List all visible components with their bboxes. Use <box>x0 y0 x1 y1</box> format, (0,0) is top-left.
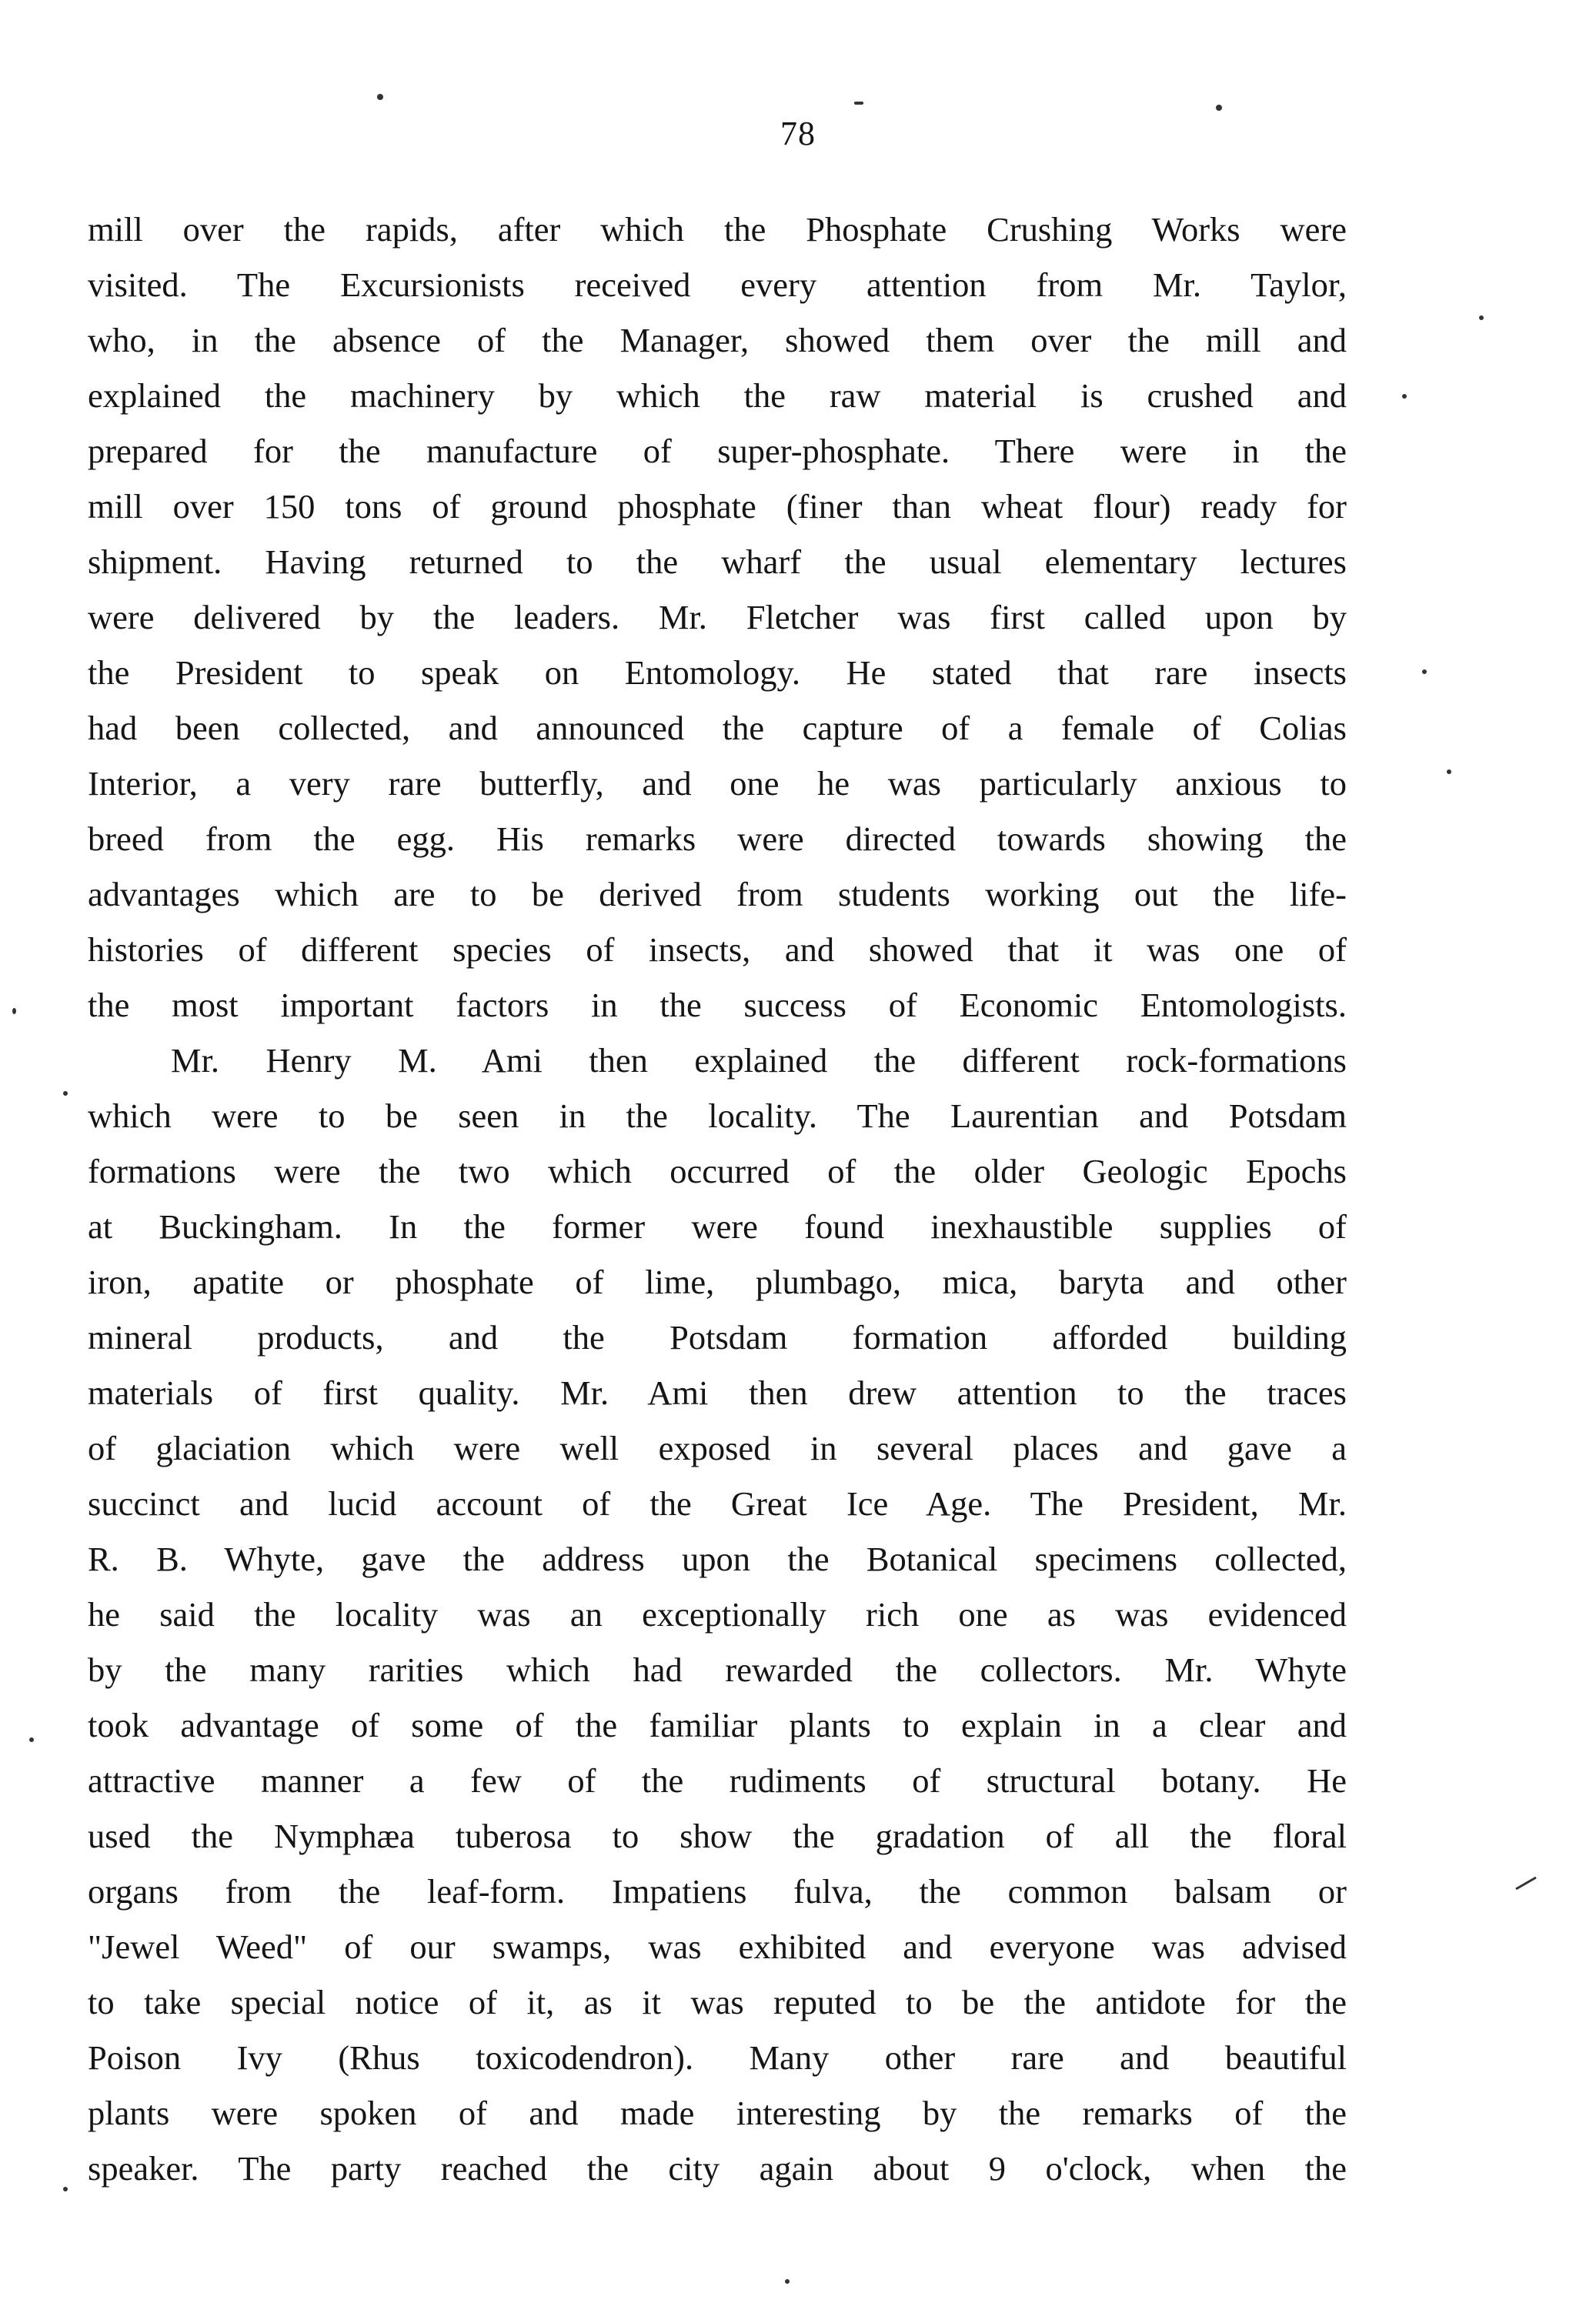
scan-speck <box>785 2279 790 2284</box>
text-line: to take special notice of it, as it was reputed to be the antidote for the <box>88 1983 1347 2021</box>
text-line: took advantage of some of the familiar plants to explain in a clear and <box>88 1706 1347 1744</box>
text-line: who, in the absence of the Manager, showed them over the mill and <box>88 321 1347 359</box>
text-line: at Buckingham. In the former were found inexhaustible supplies of <box>88 1207 1347 1246</box>
scan-speck <box>1422 669 1427 674</box>
page-number: 78 <box>780 115 816 152</box>
text-line: shipment. Having returned to the wharf the usual elementary lectures <box>88 542 1347 581</box>
scan-speck <box>854 102 863 105</box>
text-line: Mr. Henry M. Ami then explained the different rock-formations <box>171 1041 1347 1080</box>
scan-speck <box>1447 769 1451 774</box>
text-line: mineral products, and the Potsdam formation afforded building <box>88 1318 1347 1357</box>
scan-speck <box>29 1737 34 1742</box>
text-line: he said the locality was an exceptionally rich one as was evidenced <box>88 1595 1347 1634</box>
text-line: R. B. Whyte, gave the address upon the Botanical specimens collected, <box>88 1540 1347 1578</box>
text-line: used the Nymphæa tuberosa to show the gradation of all the floral <box>88 1817 1347 1855</box>
text-line: iron, apatite or phosphate of lime, plumbago, mica, baryta and other <box>88 1263 1347 1301</box>
text-line: Poison Ivy (Rhus toxicodendron). Many other rare and beautiful <box>88 2038 1347 2077</box>
text-line: materials of first quality. Mr. Ami then drew attention to the traces <box>88 1373 1347 1412</box>
text-line: explained the machinery by which the raw material is crushed and <box>88 376 1347 415</box>
text-line: organs from the leaf-form. Impatiens fulva, the common balsam or <box>88 1872 1347 1911</box>
text-line: which were to be seen in the locality. The Laurentian and Potsdam <box>88 1096 1347 1135</box>
scan-speck <box>1216 105 1222 111</box>
scan-speck <box>1479 315 1484 320</box>
text-line: of glaciation which were well exposed in several places and gave a <box>88 1429 1347 1467</box>
text-line: "Jewel Weed" of our swamps, was exhibited and everyone was advised <box>88 1928 1347 1966</box>
text-line: were delivered by the leaders. Mr. Fletcher was first called upon by <box>88 598 1347 636</box>
text-line: speaker. The party reached the city again about 9 o'clock, when the <box>88 2149 1347 2188</box>
body-text <box>88 202 1347 2196</box>
scan-speck <box>377 94 383 100</box>
text-line: attractive manner a few of the rudiments of structural botany. He <box>88 1761 1347 1800</box>
text-line: breed from the egg. His remarks were directed towards showing the <box>88 819 1347 858</box>
scan-mark <box>1515 1877 1536 1891</box>
scan-speck <box>12 1008 16 1014</box>
text-line: advantages which are to be derived from students working out the life- <box>88 875 1347 913</box>
text-line: formations were the two which occurred of the older Geologic Epochs <box>88 1152 1347 1190</box>
text-line: histories of different species of insects, and showed that it was one of <box>88 930 1347 969</box>
scan-speck <box>63 2187 68 2191</box>
text-line: plants were spoken of and made interesting by the remarks of the <box>88 2094 1347 2132</box>
scan-speck <box>63 1091 68 1096</box>
text-line: Interior, a very rare butterfly, and one he was particularly anxious to <box>88 764 1347 803</box>
text-line: had been collected, and announced the capture of a female of Colias <box>88 709 1347 747</box>
scan-speck <box>1402 394 1407 399</box>
text-line: succinct and lucid account of the Great Ice Age. The President, Mr. <box>88 1484 1347 1523</box>
text-line: the President to speak on Entomology. He stated that rare insects <box>88 653 1347 692</box>
text-line: mill over 150 tons of ground phosphate (finer than wheat flour) ready for <box>88 487 1347 526</box>
text-line: prepared for the manufacture of super-phosphate. There were in the <box>88 432 1347 470</box>
text-line: mill over the rapids, after which the Phosphate Crushing Works were <box>88 210 1347 249</box>
text-line: the most important factors in the success of Economic Entomologists. <box>88 986 1347 1024</box>
text-line: by the many rarities which had rewarded the collectors. Mr. Whyte <box>88 1650 1347 1689</box>
text-line: visited. The Excursionists received every attention from Mr. Taylor, <box>88 265 1347 304</box>
